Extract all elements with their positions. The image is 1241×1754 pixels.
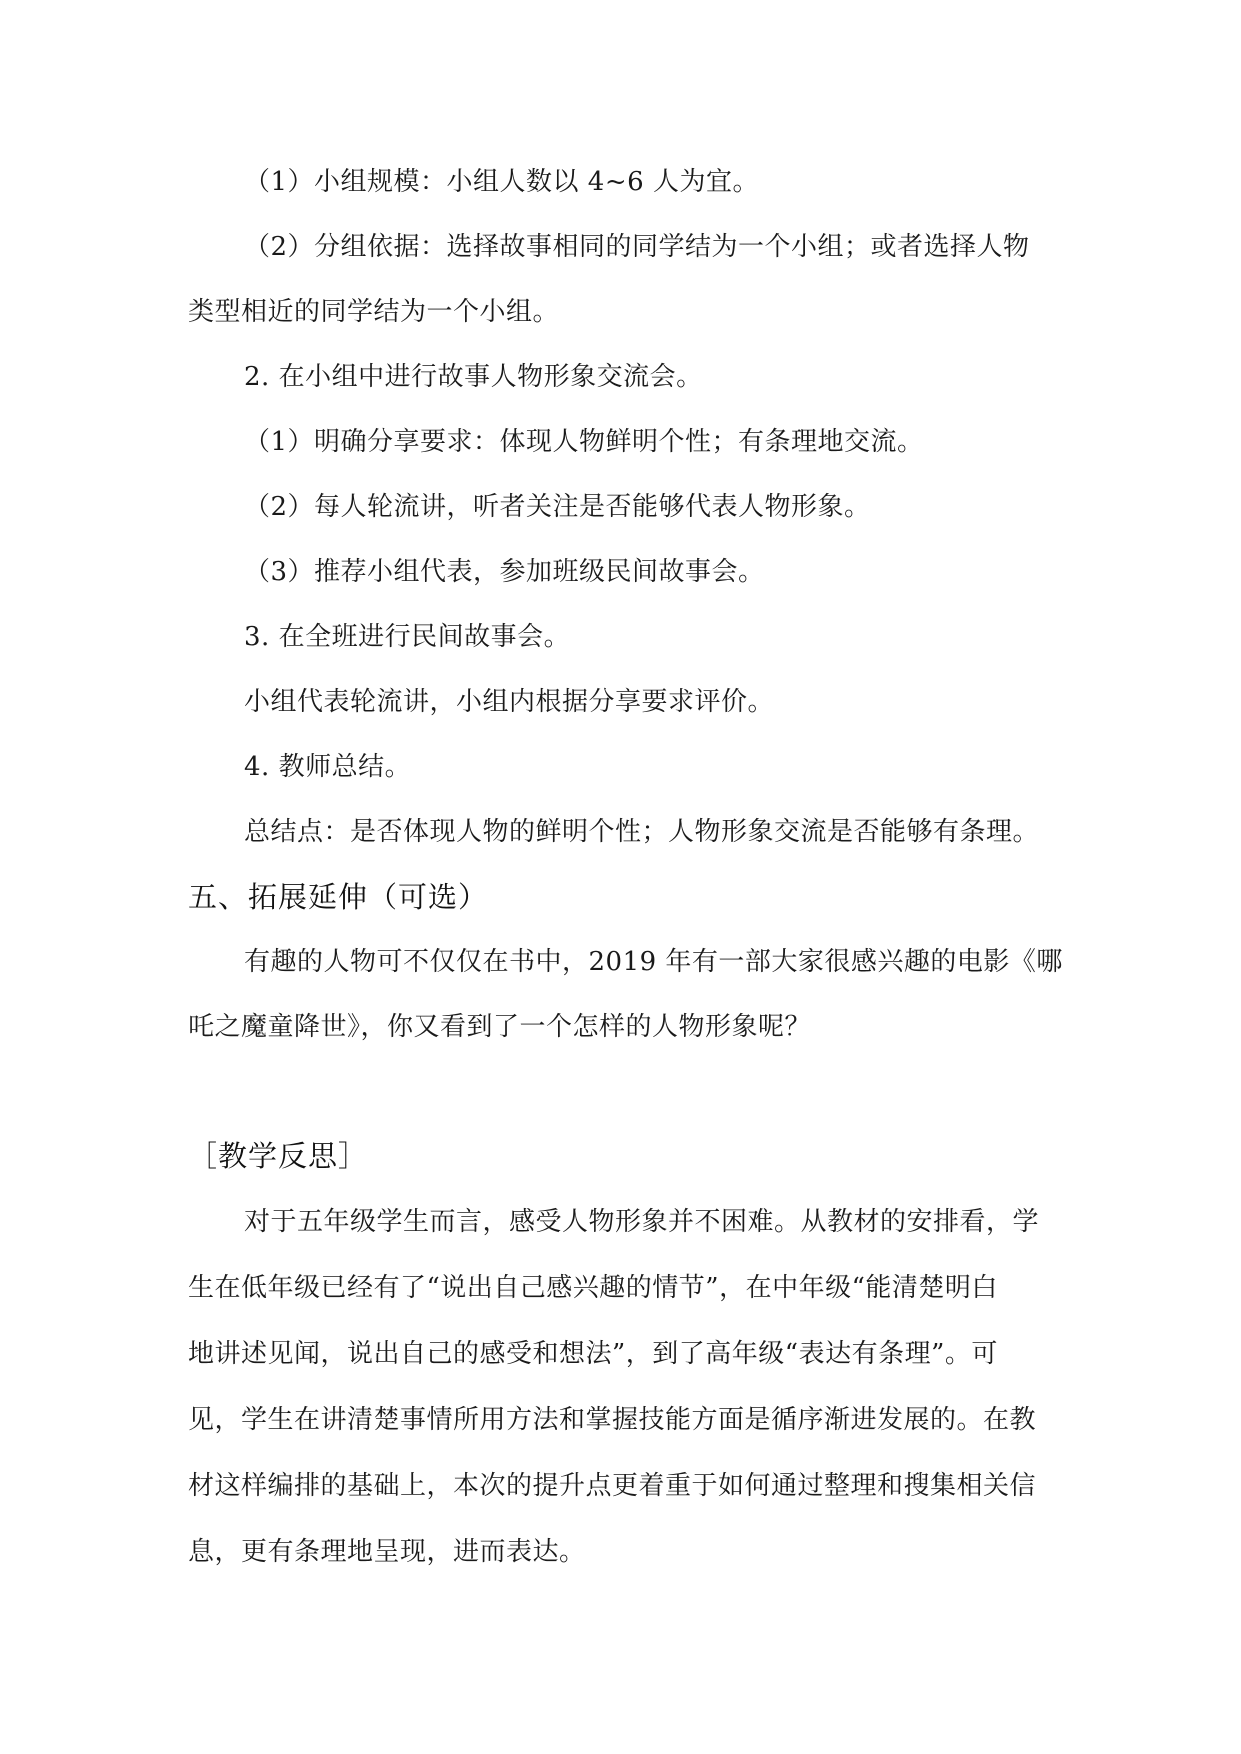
body-line: 类型相近的同学结为一个小组。 — [188, 297, 560, 327]
body-line: 对于五年级学生而言，感受人物形象并不困难。从教材的安排看，学 — [244, 1207, 1040, 1237]
body-line: 3. 在全班进行民间故事会。 — [244, 622, 571, 652]
body-line: 有趣的人物可不仅仅在书中，2019 年有一部大家很感兴趣的电影《哪 — [244, 947, 1063, 977]
body-line: 生在低年级已经有了“说出自己感兴趣的情节”，在中年级“能清楚明白 — [188, 1273, 998, 1303]
body-line: 4. 教师总结。 — [244, 752, 412, 782]
section-heading: 五、拓展延伸（可选） — [188, 880, 489, 914]
body-line: （2）每人轮流讲，听者关注是否能够代表人物形象。 — [244, 492, 871, 522]
body-line: 材这样编排的基础上，本次的提升点更着重于如何通过整理和搜集相关信 — [188, 1471, 1037, 1501]
body-line: 总结点：是否体现人物的鲜明个性；人物形象交流是否能够有条理。 — [244, 817, 1040, 847]
body-line: （2）分组依据：选择故事相同的同学结为一个小组；或者选择人物 — [244, 232, 1030, 262]
body-line: 吒之魔童降世》，你又看到了一个怎样的人物形象呢？ — [188, 1012, 812, 1042]
body-line: 2. 在小组中进行故事人物形象交流会。 — [244, 362, 703, 392]
body-line: 地讲述见闻，说出自己的感受和想法”，到了高年级“表达有条理”。可 — [188, 1339, 998, 1369]
body-line: （3）推荐小组代表，参加班级民间故事会。 — [244, 557, 765, 587]
body-line: 见，学生在讲清楚事情所用方法和掌握技能方面是循序渐进发展的。在教 — [188, 1405, 1037, 1435]
reflection-heading: ［教学反思］ — [188, 1139, 369, 1173]
body-line: （1）小组规模：小组人数以 4~6 人为宜。 — [244, 167, 759, 197]
body-line: 息，更有条理地呈现，进而表达。 — [188, 1537, 586, 1567]
body-line: （1）明确分享要求：体现人物鲜明个性；有条理地交流。 — [244, 427, 924, 457]
body-line: 小组代表轮流讲，小组内根据分享要求评价。 — [244, 687, 775, 717]
